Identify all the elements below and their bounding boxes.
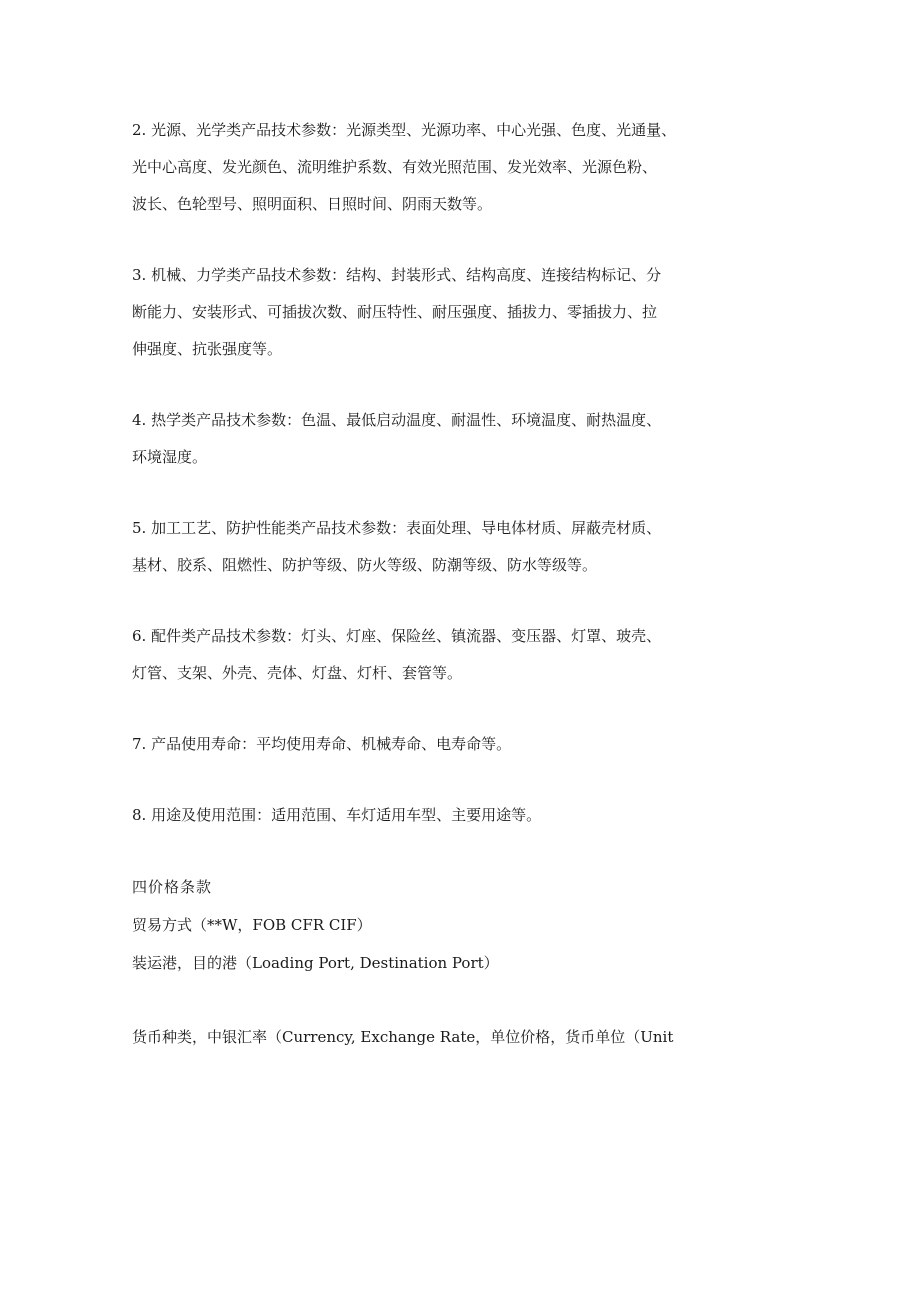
paragraph-line: 5. 加工工艺、防护性能类产品技术参数：表面处理、导电体材质、屏蔽壳材质、 — [132, 519, 662, 537]
paragraph-line: 环境湿度。 — [132, 448, 208, 466]
paragraph-line: 基材、胶系、阻燃性、防护等级、防火等级、防潮等级、防水等级等。 — [132, 556, 598, 574]
paragraph-line: 2. 光源、光学类产品技术参数：光源类型、光源功率、中心光强、色度、光通量、 — [132, 121, 677, 139]
currency-line: 货币种类，中银汇率（Currency, Exchange Rate，单位价格，货币单位（Unit — [132, 1028, 674, 1046]
price-terms-section — [132, 868, 732, 1056]
paragraph-line: 灯管、支架、外壳、壳体、灯盘、灯杆、套管等。 — [132, 664, 463, 682]
paragraph-line: 3. 机械、力学类产品技术参数：结构、封装形式、结构高度、连接结构标记、分 — [132, 266, 662, 284]
paragraph-line: 断能力、安装形式、可插拔次数、耐压特性、耐压强度、插拔力、零插拔力、拉 — [132, 303, 658, 321]
paragraph-usage-scope — [132, 797, 732, 834]
ports-line: 装运港，目的港（Loading Port, Destination Port） — [132, 954, 499, 972]
paragraph-mechanical-params — [132, 257, 732, 368]
paragraph-line: 光中心高度、发光颜色、流明维护系数、有效光照范围、发光效率、光源色粉、 — [132, 158, 658, 176]
paragraph-line: 4. 热学类产品技术参数：色温、最低启动温度、耐温性、环境温度、耐热温度、 — [132, 411, 662, 429]
paragraph-line: 8. 用途及使用范围：适用范围、车灯适用车型、主要用途等。 — [132, 806, 542, 824]
paragraph-thermal-params — [132, 402, 732, 476]
paragraph-line: 7. 产品使用寿命：平均使用寿命、机械寿命、电寿命等。 — [132, 735, 512, 753]
paragraph-service-life — [132, 726, 732, 763]
spacer — [132, 982, 732, 1018]
paragraph-line: 波长、色轮型号、照明面积、日照时间、阴雨天数等。 — [132, 195, 493, 213]
paragraph-line: 伸强度、抗张强度等。 — [132, 340, 283, 358]
paragraph-light-source-params — [132, 112, 732, 223]
trade-terms-line: 贸易方式（**W，FOB CFR CIF） — [132, 916, 372, 934]
section-heading: 四价格条款 — [132, 878, 213, 896]
paragraph-process-protection-params — [132, 510, 732, 584]
paragraph-accessory-params — [132, 618, 732, 692]
document-page — [132, 112, 732, 1056]
paragraph-line: 6. 配件类产品技术参数：灯头、灯座、保险丝、镇流器、变压器、灯罩、玻壳、 — [132, 627, 662, 645]
